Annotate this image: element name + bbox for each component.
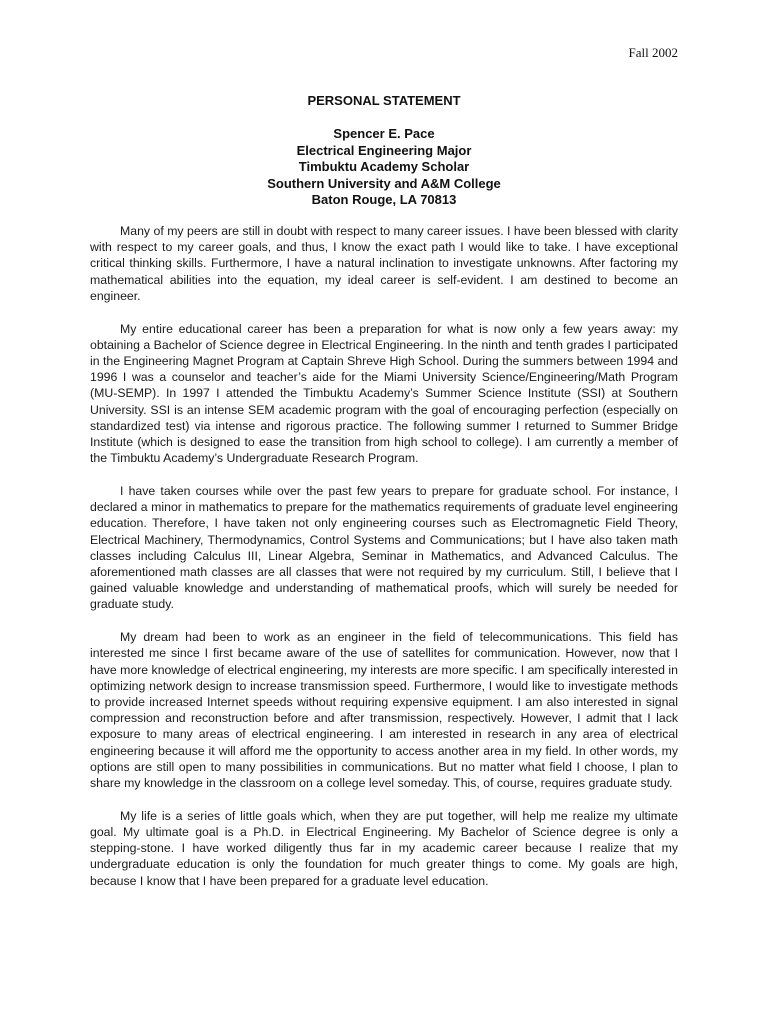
paragraph-5: My life is a series of little goals which, when they are put together, will help me realize my ultimate goal. My ultimate goal is a Ph.D. in Electrical Engineering. My Bachelor of Science degree is only a stepping-stone. I have worked diligently thus far in my academic career because I realize that my undergraduate education is only the foundation for much greater things to come. My goals are high, because I know that I have been prepared for a graduate level education. [90,808,678,888]
paragraph-2: My entire educational career has been a preparation for what is now only a few years away: my obtaining a Bachelor of Science degree in Electrical Engineering. In the ninth and tenth grades I participated in the Engineering Magnet Program at Captain Shreve High School. During the summers between 1994 and 1996 I was a counselor and teacher’s aide for the Miami University Science/Engineering/Math Program (MU-SEMP). In 1997 I attended the Timbuktu Academy’s Summer Science Institute (SSI) at Southern University. SSI is an intense SEM academic program with the goal of encouraging perfection (especially on standardized test) via intense and rigorous practice. The following summer I returned to Summer Bridge Institute (which is designed to ease the transition from high school to college). I am currently a member of the Timbuktu Academy’s Undergraduate Research Program. [90,321,678,466]
author-scholar: Timbuktu Academy Scholar [298,159,470,175]
document-title: PERSONAL STATEMENT [307,93,461,108]
author-major: Electrical Engineering Major [296,142,472,158]
author-institution: Southern University and A&M College [267,175,501,191]
paragraph-3: I have taken courses while over the past few years to prepare for graduate school. For instance, I declared a minor in mathematics to prepare for the mathematics requirements of graduate level engineering education. Therefore, I have taken not only engineering courses such as Electromagnetic Field Theory, Electrical Machinery, Thermodynamics, Control Systems and Communications; but I have also taken math classes including Calculus III, Linear Algebra, Seminar in Mathematics, and Advanced Calculus. The aforementioned math classes are all classes that were not required by my curriculum. Still, I believe that I gained valuable knowledge and understanding of mathematical proofs, which will surely be needed for graduate study. [90,484,678,612]
statement-body [90,223,678,905]
document-date: Fall 2002 [628,45,678,60]
author-block [0,126,768,209]
author-location: Baton Rouge, LA 70813 [311,192,457,208]
author-name: Spencer E. Pace [333,126,435,141]
paragraph-4: My dream had been to work as an engineer in the field of telecommunications. This field has interested me since I first became aware of the use of satellites for communication. However, now that I have more knowledge of electrical engineering, my interests are more specific. I am specifically interested in optimizing network design to increase transmission speed. Furthermore, I would like to investigate methods to provide increased Internet speeds without requiring expensive equipment. I am also interested in signal compression and reconstruction before and after transmission, respectively. However, I admit that I lack exposure to many areas of electrical engineering. I am interested in research in any area of electrical engineering because it will afford me the opportunity to access another area in my field. In other words, my options are still open to many possibilities in communications. But no matter what field I choose, I plan to share my knowledge in the classroom on a college level someday. This, of course, requires graduate study. [90,630,678,791]
paragraph-1: Many of my peers are still in doubt with respect to many career issues. I have been blessed with clarity with respect to my career goals, and thus, I know the exact path I would like to take. I have exceptional critical thinking skills. Furthermore, I have a natural inclination to investigate unknowns. After factoring my mathematical abilities into the equation, my ideal career is self-evident. I am destined to become an engineer. [90,224,678,303]
